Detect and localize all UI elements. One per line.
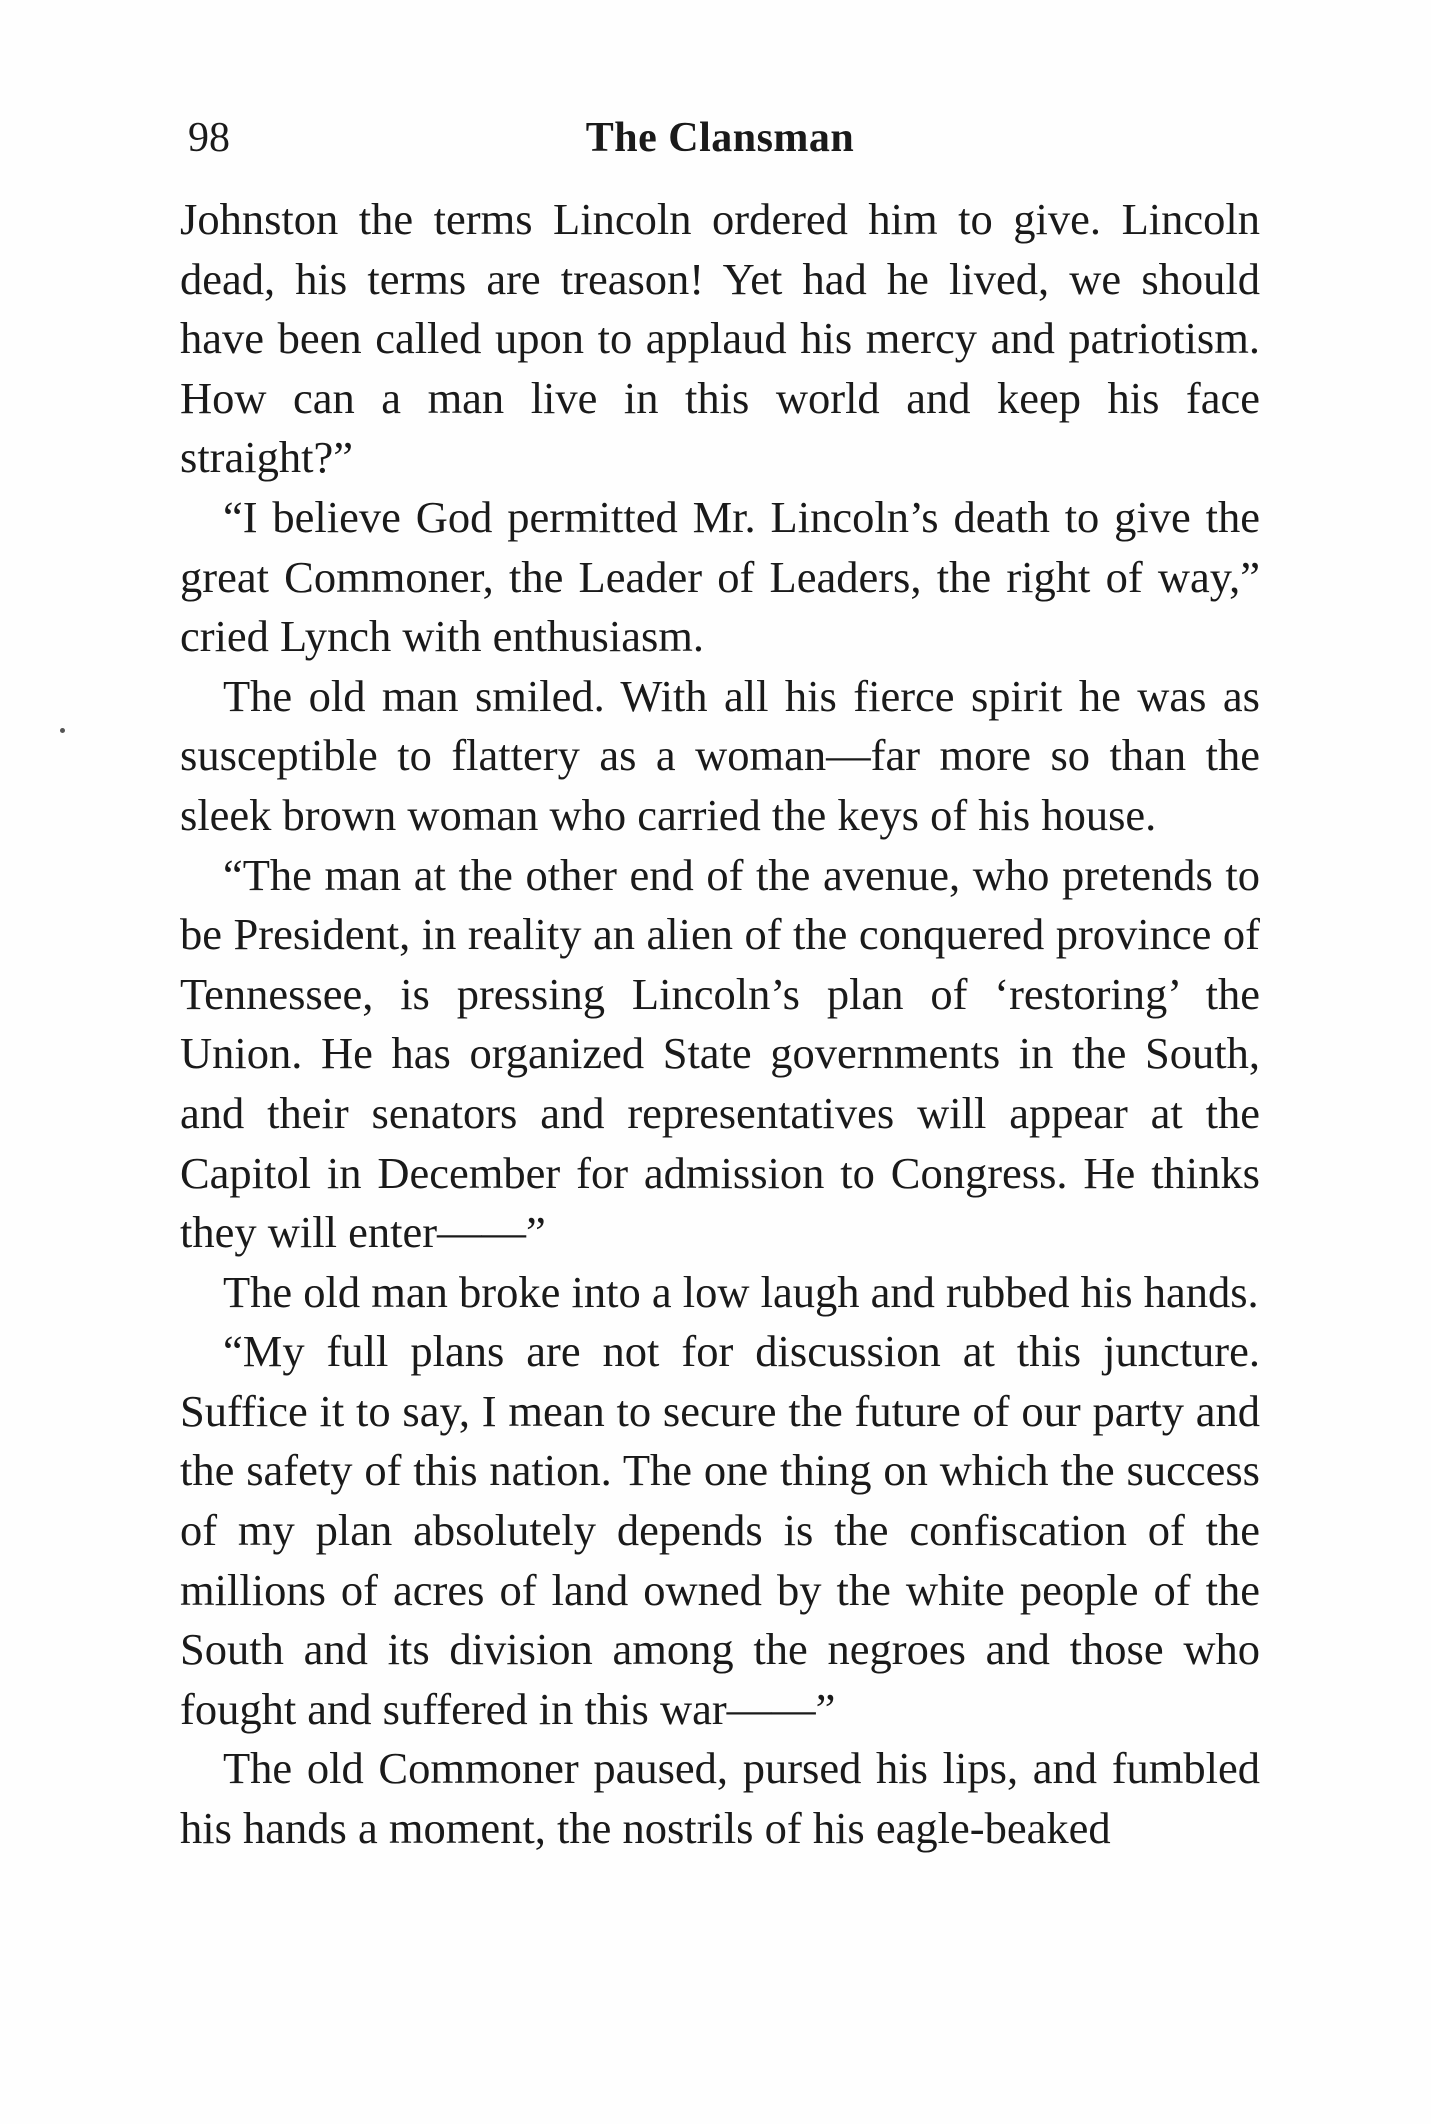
paragraph: The old man smiled. With all his fierce spirit he was as susceptible to flattery as a woman—far more so than the sleek brown woman who carried the keys of his house.: [180, 670, 1260, 840]
paragraph: The old man broke into a low laugh and rubbed his hands.: [223, 1266, 1259, 1317]
paragraph: “I believe God permitted Mr. Lincoln’s death to give the great Commoner, the Leader of Leaders, the right of way,” cried Lynch with enthusiasm.: [180, 491, 1260, 662]
book-title: The Clansman: [585, 115, 855, 161]
paragraph: Johnston the terms Lincoln ordered him to give. Lincoln dead, his terms are treason! Yet had he lived, we should have been called upon to applaud his mercy and patriotism. How can a man live in this world and keep his face straight?”: [180, 194, 1260, 483]
paragraph: The old Commoner paused, pursed his lips, and fumbled his hands a moment, the nostrils of his eagle-beaked: [180, 1743, 1260, 1854]
running-head: [180, 108, 1260, 168]
page-number: 98: [188, 115, 230, 161]
ink-speck: [60, 728, 65, 733]
paragraph: “My full plans are not for discussion at this juncture. Suffice it to say, I mean to secure the future of our party and the safety of this nation. The one thing on which the success of my plan absolutely depends is the confiscation of the millions of acres of land owned by the white people of the South and its division among the negroes and those who fought and suffered in this war——”: [180, 1326, 1260, 1734]
paragraph: “The man at the other end of the avenue, who pretends to be President, in reality an alien of the conquered province of Tennessee, is pressing Lincoln’s plan of ‘restoring’ the Union. He has organized State governments in the South, and their senators and representatives will appear at the Capitol in December for admission to Congress. He thinks they will enter——”: [180, 849, 1260, 1258]
text-body: [180, 190, 1260, 1859]
